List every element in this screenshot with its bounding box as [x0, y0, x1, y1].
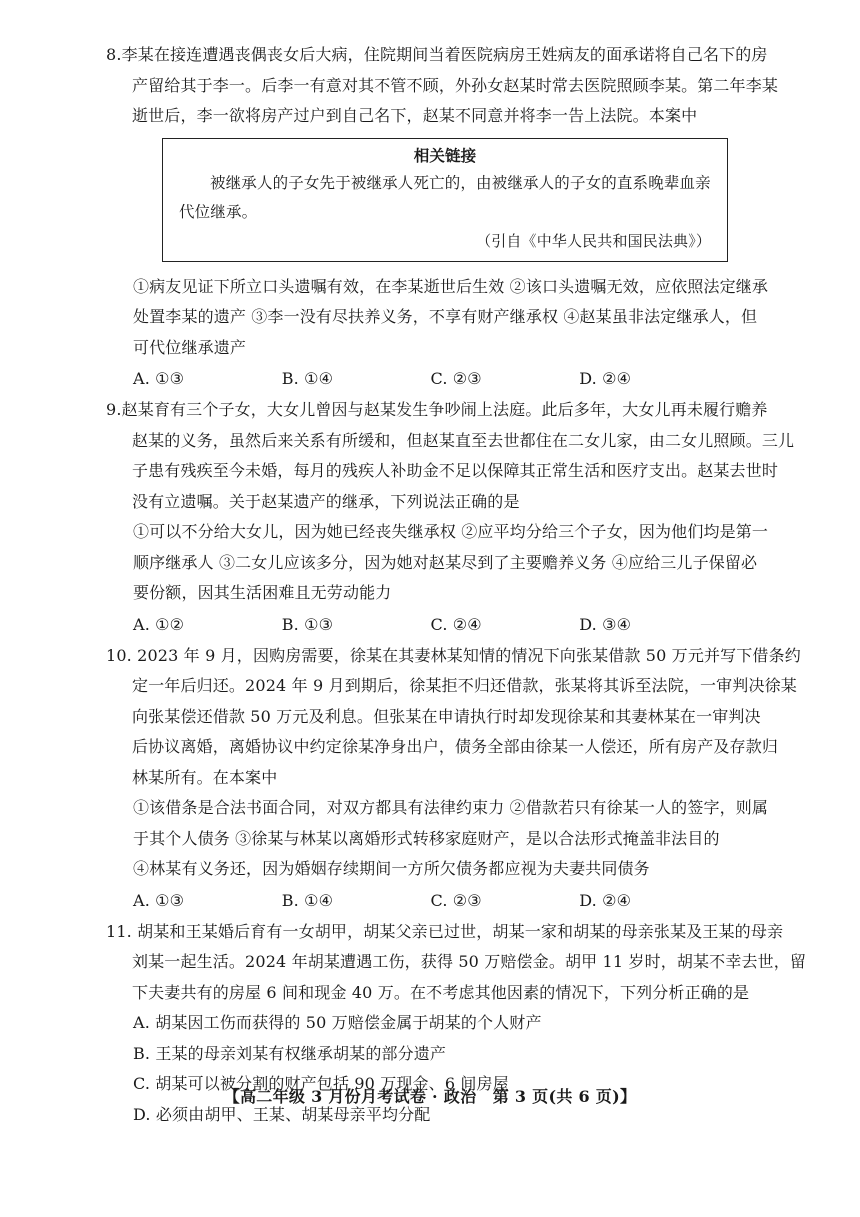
option-b[interactable]: B. ①③	[281, 614, 334, 634]
question-8-line: 8.李某在接连遭遇丧偶丧女后大病，住院期间当着医院病房王姓病友的面承诺将自己名下的房	[106, 45, 768, 64]
statement-line: 顺序继承人 ③二女儿应该多分，因为她对赵某尽到了主要赡养义务 ④应给三儿子保留必	[133, 552, 758, 572]
related-link-title: 相关链接	[413, 146, 477, 165]
option-b[interactable]: B. ①④	[281, 890, 334, 910]
question-10-line: 向张某偿还借款 50 万元及利息。但张某在申请执行时却发现徐某和其妻林某在一审判决	[132, 706, 761, 726]
question-10-line: 后协议离婚，离婚协议中约定徐某净身出户，债务全部由徐某一人偿还，所有房产及存款归	[132, 737, 779, 756]
option-c[interactable]: C. ②③	[430, 369, 482, 388]
statement-line: ①该借条是合法书面合同，对双方都具有法律约束力 ②借款若只有徐某一人的签字，则属	[133, 798, 769, 817]
question-11-line: 刘某一起生活。2024 年胡某遭遇工伤，获得 50 万赔偿金。胡甲 11 岁时，胡某不幸去世，留	[132, 952, 807, 971]
question-11-line: 11. 胡某和王某婚后育有一女胡甲，胡某父亲已过世，胡某一家和胡某的母亲张某及王某的母亲	[106, 921, 784, 941]
statement-line: ①可以不分给大女儿，因为她已经丧失继承权 ②应平均分给三个子女，因为他们均是第一	[133, 522, 769, 541]
question-8-line: 逝世后，李一欲将房产过户到自己名下，赵某不同意并将李一告上法院。本案中	[132, 106, 698, 125]
question-11-line: 下夫妻共有的房屋 6 间和现金 40 万。在不考虑其他因素的情况下，下列分析正确的是	[132, 982, 750, 1002]
option-a[interactable]: A. ①③	[133, 369, 185, 388]
choice-b[interactable]: B. 王某的母亲刘某有权继承胡某的部分遗产	[133, 1043, 447, 1063]
question-8-line: 产留给其于李一。后李一有意对其不管不顾，外孙女赵某时常去医院照顾李某。第二年李某	[132, 75, 779, 95]
related-link-body: 被继承人的子女先于被继承人死亡的，由被继承人的子女的直系晚辈血亲代位继承。	[179, 173, 711, 221]
option-d[interactable]: D. ②④	[579, 890, 632, 910]
answer-options	[106, 363, 728, 395]
related-link-box	[162, 138, 728, 262]
choice-a[interactable]: A. 胡某因工伤而获得的 50 万赔偿金属于胡某的个人财产	[133, 1013, 542, 1032]
question-10-line: 林某所有。在本案中	[132, 767, 278, 787]
option-d[interactable]: D. ③④	[579, 614, 632, 634]
question-9	[106, 395, 795, 641]
option-c[interactable]: C. ②④	[430, 614, 482, 634]
question-9-line: 9.赵某育有三个子女，大女儿曾因与赵某发生争吵闹上法庭。此后多年，大女儿再未履行赡养	[106, 400, 768, 419]
statement-line: ④林某有义务还，因为婚姻存续期间一方所欠债务都应视为夫妻共同债务	[133, 859, 650, 878]
option-a[interactable]: A. ①③	[133, 890, 185, 910]
option-d[interactable]: D. ②④	[579, 369, 632, 388]
question-10	[106, 641, 801, 917]
answer-options	[106, 885, 728, 917]
answer-options	[106, 609, 728, 641]
option-c[interactable]: C. ②③	[430, 890, 482, 910]
question-9-line: 子患有残疾至今未婚，每月的残疾人补助金不足以保障其正常生活和医疗支出。赵某去世时	[132, 461, 779, 480]
option-a[interactable]: A. ①②	[133, 614, 185, 634]
statement-line: 可代位继承遗产	[133, 337, 247, 357]
question-9-line: 没有立遗嘱。关于赵某遗产的继承，下列说法正确的是	[132, 491, 520, 511]
question-10-line: 定一年后归还。2024 年 9 月到期后，徐某拒不归还借款，张某将其诉至法院，一审判决徐某	[132, 676, 797, 695]
statement-line: 于其个人债务 ③徐某与林某以离婚形式转移家庭财产，是以合法形式掩盖非法目的	[133, 828, 720, 848]
related-link-source: （引自《中华人民共和国民法典》）	[476, 231, 711, 250]
choice-c[interactable]: C. 胡某可以被分割的财产包括 90 万现金、6 间房屋	[133, 1074, 509, 1093]
statement-line: 处置李某的遗产 ③李一没有尽扶养义务，不享有财产继承权 ④赵某虽非法定继承人，但	[133, 307, 758, 326]
choice-d[interactable]: D. 必须由胡甲、王某、胡某母亲平均分配	[133, 1104, 431, 1124]
question-9-line: 赵某的义务，虽然后来关系有所缓和，但赵某直至去世都住在二女儿家，由二女儿照顾。三儿	[132, 430, 795, 450]
option-b[interactable]: B. ①④	[281, 369, 334, 388]
question-8	[106, 40, 779, 395]
statement-line: 要份额，因其生活困难且无劳动能力	[133, 583, 392, 602]
question-10-line: 10. 2023 年 9 月，因购房需要，徐某在其妻林某知情的情况下向张某借款 50 万元并写下借条约	[106, 645, 801, 665]
page-footer: 【高二年级 3 月份月考试卷 · 政治 第 3 页(共 6 页)】	[223, 1087, 637, 1106]
statement-line: ①病友见证下所立口头遗嘱有效，在李某逝世后生效 ②该口头遗嘱无效，应依照法定继承	[133, 276, 769, 296]
